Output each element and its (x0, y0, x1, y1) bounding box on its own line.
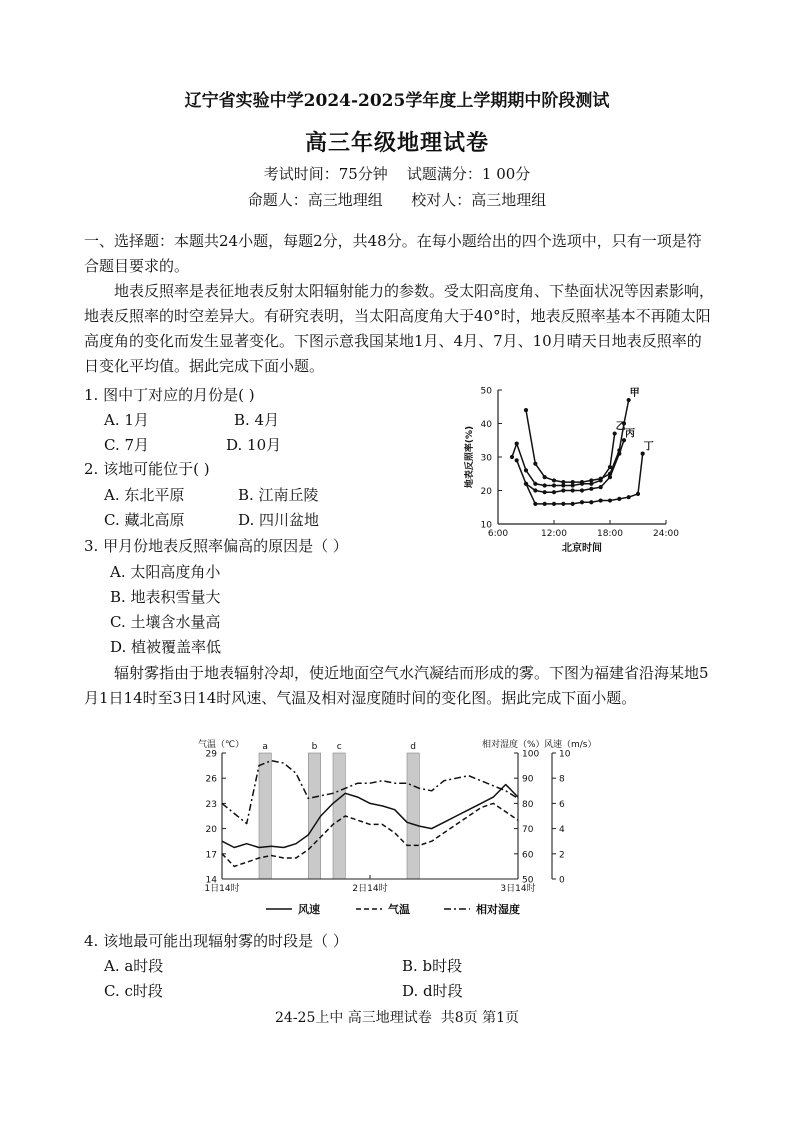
albedo-y-tick-label: 40 (480, 420, 492, 430)
question-4-stem: 4. 该地最可能出现辐射雾的时段是（ ） (84, 932, 348, 950)
question-2-option-c[interactable]: C. 藏北高原 (104, 511, 185, 529)
albedo-data-point (515, 442, 519, 446)
fog-right2-tick-label: 0 (559, 875, 565, 886)
section-intro (84, 229, 716, 279)
albedo-data-point (571, 502, 575, 506)
question-1-stem: 1. 图中丁对应的月份是( ) (84, 386, 255, 404)
albedo-data-point (524, 468, 528, 472)
albedo-data-point (608, 465, 612, 469)
exam-authors: 命题人：高三地理组 校对人：高三地理组 (247, 191, 547, 209)
fog-right2-tick-label: 8 (559, 774, 565, 785)
question-1-option-c[interactable]: C. 7月 (104, 436, 150, 454)
fog-left-tick-label: 29 (205, 749, 217, 760)
fog-period-band (333, 753, 345, 879)
albedo-data-point (580, 500, 584, 504)
fog-chart-axes (222, 753, 556, 879)
passage-albedo-text: 地表反照率是表征地表反射太阳辐射能力的参数。受太阳高度角、下垫面状况等因素影响，地表反照率的时空差异大。有研究表明，当太阳高度角大于40°时，地表反照率基本不再随太阳高度角的变化而发生显著变化。下图示意我国某地1月、4月、7月、10月晴天日地表反照率的日变化平均值。据此完成下面小题。 (84, 282, 715, 375)
fog-right2-tick-label: 2 (559, 850, 565, 861)
fog-period-label: a (262, 742, 268, 752)
albedo-data-point (589, 482, 593, 486)
fog-period-label: b (311, 742, 318, 752)
albedo-data-point (552, 478, 556, 482)
albedo-data-point (571, 488, 575, 492)
fog-left-tick-label: 14 (205, 875, 217, 886)
fog-right1-tick-label: 90 (522, 774, 534, 785)
fog-right1-tick-label: 60 (522, 850, 534, 861)
exam-subject-title: 高三年级地理试卷 (304, 130, 489, 156)
albedo-series-label: 丙 (625, 428, 635, 440)
albedo-data-point (533, 488, 537, 492)
albedo-data-point (599, 478, 603, 482)
albedo-data-point (608, 475, 612, 479)
fog-chart (196, 735, 597, 927)
passage-radiation-fog (84, 661, 716, 711)
albedo-data-point (599, 498, 603, 502)
fog-chart-periods (259, 753, 419, 879)
fog-period-band (308, 753, 320, 879)
albedo-y-tick-label: 20 (480, 487, 492, 497)
fog-period-band (259, 753, 271, 879)
albedo-data-point (543, 483, 547, 487)
fog-left-tick-label: 26 (205, 774, 217, 785)
albedo-data-point (524, 482, 528, 486)
question-3-option-b[interactable]: B. 地表积雪量大 (110, 588, 221, 606)
albedo-data-point (627, 495, 631, 499)
albedo-x-axis-label: 北京时间 (562, 543, 602, 554)
fog-right1-tick-label: 50 (522, 875, 534, 886)
question-1-option-b[interactable]: B. 4月 (234, 411, 280, 429)
albedo-data-point (571, 483, 575, 487)
albedo-y-axis-label: 地表反照率(%) (465, 425, 475, 489)
exam-school-title: 辽宁省实验中学2024-2025学年度上学期期中阶段测试 (184, 91, 610, 111)
albedo-chart (458, 382, 688, 558)
albedo-data-point (561, 502, 565, 506)
albedo-x-tick-label: 18:00 (597, 529, 623, 539)
albedo-data-point (599, 485, 603, 489)
albedo-y-tick-label: 30 (480, 453, 492, 464)
albedo-x-tick-label: 6:00 (487, 529, 509, 539)
fog-x-tick-label: 3日14时 (500, 884, 536, 894)
fog-left-tick-label: 23 (205, 799, 217, 810)
albedo-chart-labels (463, 387, 679, 555)
albedo-data-point (552, 490, 556, 494)
passage-radiation-fog-text: 辐射雾指由于地表辐射冷却，使近地面空气水汽凝结而形成的雾。下图为福建省沿海某地5月1日14时至3日14时风速、气温及相对湿度随时间的变化图。据此完成下面小题。 (84, 664, 709, 707)
question-3-option-c[interactable]: C. 土壤含水量高 (110, 613, 221, 631)
albedo-data-point (561, 483, 565, 487)
question-2-option-d[interactable]: D. 四川盆地 (238, 511, 320, 529)
albedo-data-point (617, 452, 621, 456)
question-4-option-a[interactable]: A. a时段 (104, 957, 164, 975)
question-4-option-b[interactable]: B. b时段 (402, 957, 463, 975)
albedo-chart-series (510, 398, 645, 506)
fog-legend-label: 相对湿度 (476, 903, 520, 916)
albedo-series-label: 甲 (629, 388, 640, 400)
albedo-data-point (510, 455, 514, 459)
question-1-option-a[interactable]: A. 1月 (104, 411, 149, 429)
fog-left-tick-label: 17 (205, 850, 217, 861)
question-3-option-d[interactable]: D. 植被覆盖率低 (110, 638, 222, 656)
albedo-data-point (552, 483, 556, 487)
fog-right2-tick-label: 4 (559, 825, 565, 836)
albedo-data-point (561, 488, 565, 492)
albedo-x-tick-label: 24:00 (653, 529, 679, 539)
fog-right1-axis-label: 相对湿度（%） (482, 740, 545, 750)
albedo-data-point (543, 475, 547, 479)
fog-right2-axis-label: 风速（m/s） (544, 740, 597, 750)
fog-period-label: c (336, 742, 342, 752)
albedo-y-tick-label: 10 (480, 520, 492, 531)
fog-x-tick-label: 2日14时 (352, 884, 388, 894)
albedo-data-point (533, 482, 537, 486)
fog-right1-tick-label: 100 (522, 749, 540, 760)
albedo-series-label: 丁 (643, 441, 654, 453)
albedo-data-point (589, 487, 593, 491)
fog-chart-labels (198, 738, 597, 916)
question-2-option-a[interactable]: A. 东北平原 (104, 486, 185, 504)
question-2-option-b[interactable]: B. 江南丘陵 (238, 486, 319, 504)
albedo-data-point (533, 462, 537, 466)
fog-right1-tick-label: 70 (522, 825, 534, 836)
question-4-option-d[interactable]: D. d时段 (402, 982, 463, 1000)
fog-x-tick-label: 1日14时 (204, 884, 240, 894)
fog-right1-tick-label: 80 (522, 799, 534, 810)
page-footer: 24-25上中 高三地理试卷 共8页 第1页 (275, 1010, 519, 1026)
question-3-option-a[interactable]: A. 太阳高度角小 (110, 563, 221, 581)
question-1-option-d[interactable]: D. 10月 (226, 436, 282, 454)
albedo-data-point (580, 488, 584, 492)
exam-info: 考试时间：75分钟 试题满分：1 00分 (263, 165, 531, 183)
albedo-data-point (617, 497, 621, 501)
albedo-data-point (543, 490, 547, 494)
fog-left-tick-label: 20 (205, 825, 217, 836)
albedo-series-label: 乙 (615, 421, 626, 433)
question-2-stem: 2. 该地可能位于( ) (84, 460, 210, 478)
fog-period-band (407, 753, 419, 879)
fog-legend-label: 风速 (298, 903, 320, 916)
albedo-y-tick-label: 50 (480, 386, 492, 397)
albedo-data-point (589, 500, 593, 504)
fog-left-axis-label: 气温（℃） (198, 740, 245, 750)
albedo-data-point (608, 498, 612, 502)
albedo-data-point (533, 502, 537, 506)
albedo-x-tick-label: 12:00 (541, 529, 567, 539)
albedo-data-point (515, 458, 519, 462)
fog-right2-tick-label: 10 (559, 749, 571, 760)
question-3-stem: 3. 甲月份地表反照率偏高的原因是（ ） (84, 537, 348, 555)
fog-right2-tick-label: 6 (559, 799, 565, 810)
question-4-option-c[interactable]: C. c时段 (104, 982, 163, 1000)
section-intro-text: 一、选择题：本题共24小题，每题2分，共48分。在每小题给出的四个选项中，只有一项是符合题目要求的。 (84, 232, 702, 275)
albedo-data-point (636, 492, 640, 496)
fog-period-label: d (410, 742, 417, 752)
albedo-data-point (552, 502, 556, 506)
passage-albedo (84, 279, 716, 379)
albedo-data-point (543, 502, 547, 506)
albedo-data-point (524, 408, 528, 412)
fog-legend-label: 气温 (388, 903, 410, 916)
albedo-data-point (580, 482, 584, 486)
